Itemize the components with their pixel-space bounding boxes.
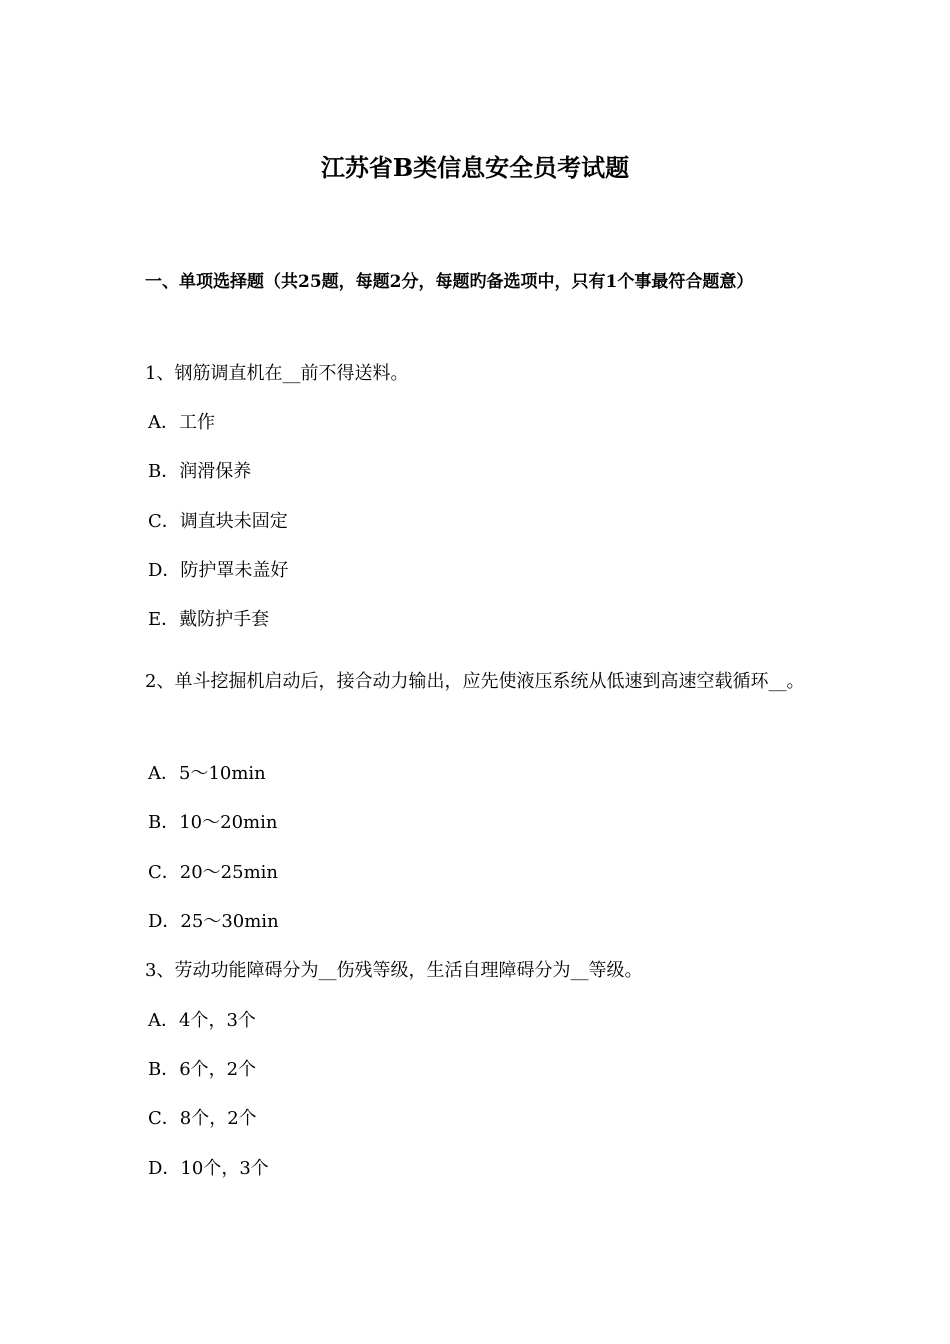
question-1-option-a: A．工作	[148, 412, 215, 433]
question-2-stem: 2、单斗挖掘机启动后，接合动力输出，应先使液压系统从低速到高速空载循环__。	[145, 671, 805, 692]
question-1-option-e: E．戴防护手套	[148, 609, 270, 630]
question-1-option-d: D．防护罩未盖好	[148, 560, 289, 581]
question-2-option-d: D．25～30min	[148, 911, 279, 932]
question-3-option-b: B．6个，2个	[148, 1059, 257, 1080]
section-heading: 一、单项选择题（共25题，每题2分，每题旳备选项中，只有1个事最符合题意）	[145, 272, 754, 292]
question-3-option-c: C．8个，2个	[148, 1108, 257, 1129]
question-2-option-b: B．10～20min	[148, 812, 278, 833]
question-1-stem: 1、钢筋调直机在__前不得送料。	[145, 363, 409, 384]
question-1-option-b: B．润滑保养	[148, 461, 252, 482]
page-title: 江苏省B类信息安全员考试题	[320, 153, 630, 182]
question-1-option-c: C．调直块未固定	[148, 511, 288, 532]
question-2-option-a: A．5～10min	[148, 763, 266, 784]
question-3-option-d: D．10个，3个	[148, 1158, 269, 1179]
question-3-stem: 3、劳动功能障碍分为__伤残等级，生活自理障碍分为__等级。	[145, 960, 643, 981]
question-3-option-a: A．4个，3个	[148, 1010, 256, 1031]
question-2-option-c: C．20～25min	[148, 862, 278, 883]
